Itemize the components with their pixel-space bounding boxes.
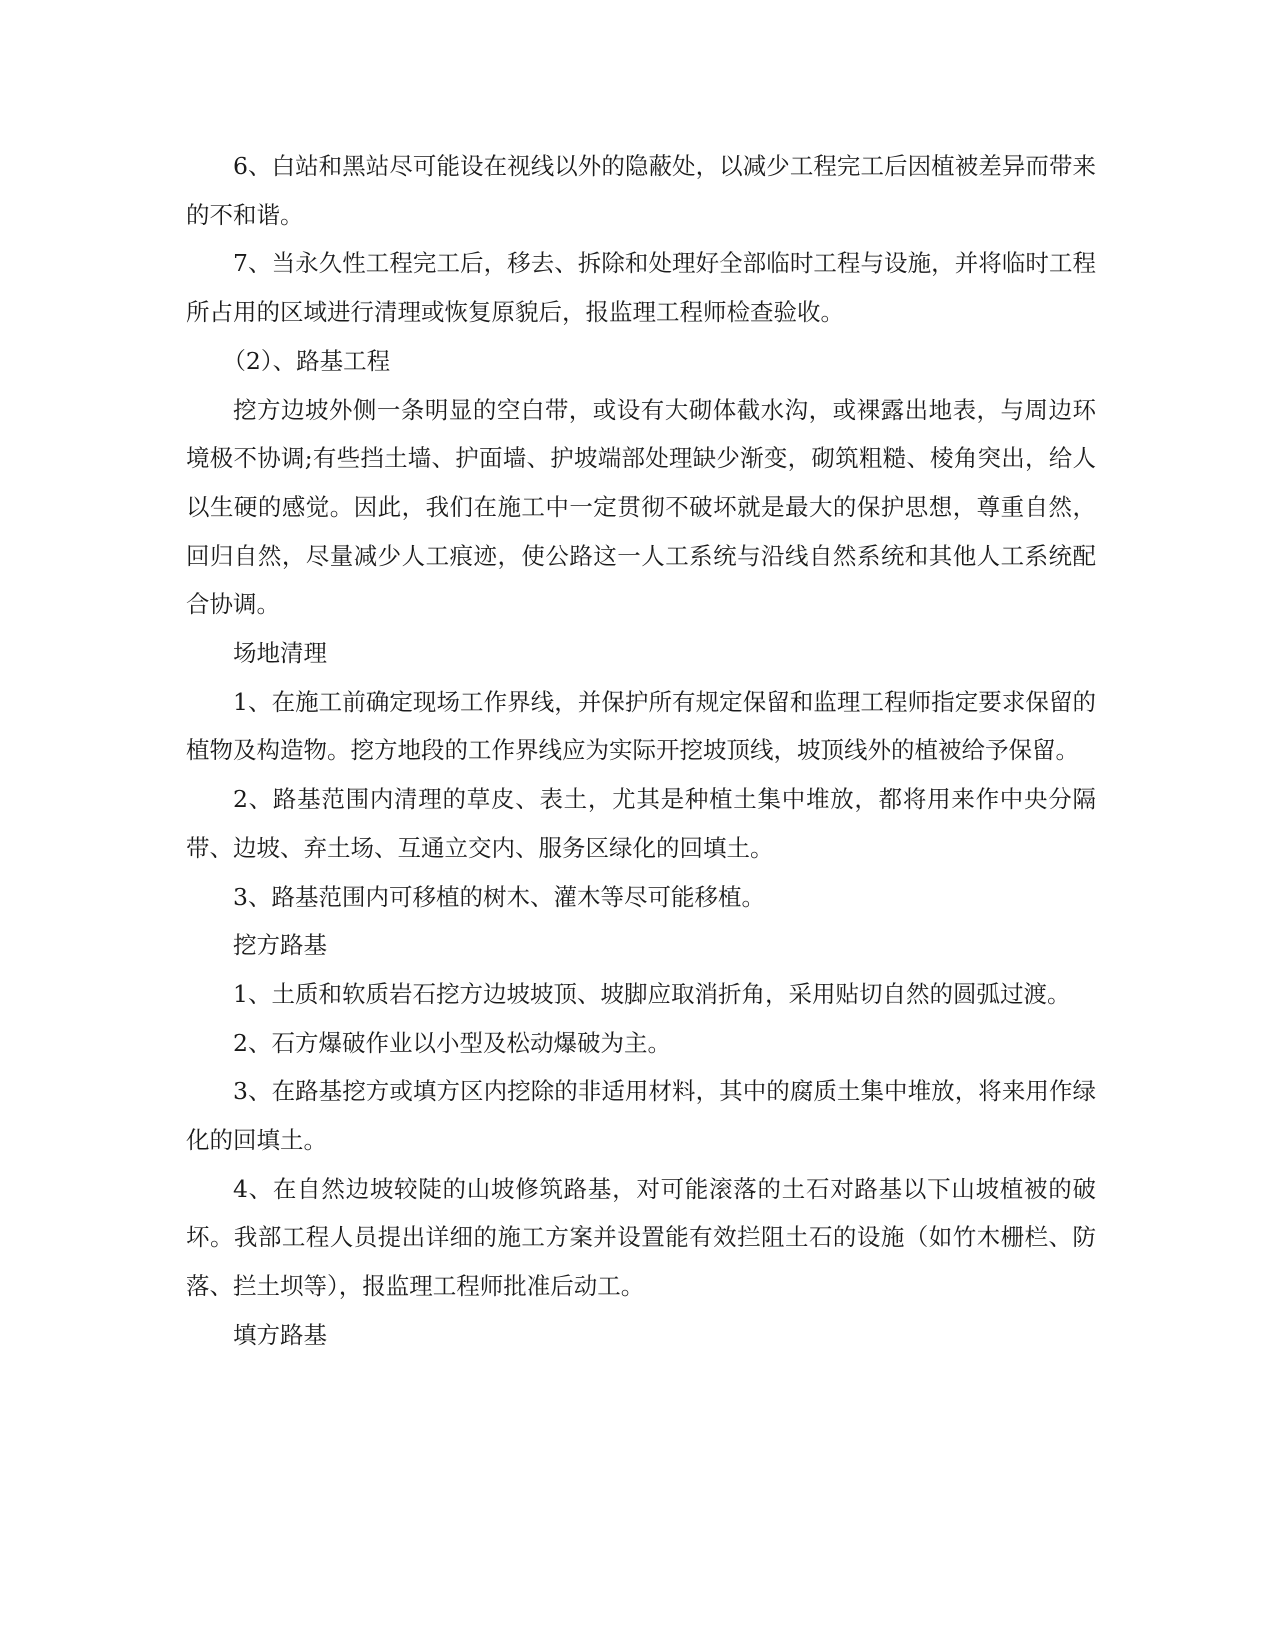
clearing-item-3: 3、路基范围内可移植的树木、灌木等尽可能移植。 <box>233 882 765 911</box>
cut-item-1: 1、土质和软质岩石挖方边坡坡顶、坡脚应取消折角，采用贴切自然的圆弧过渡。 <box>233 979 1071 1008</box>
paragraph-cut-slope-intro: 挖方边坡外侧一条明显的空白带，或设有大砌体截水沟，或裸露出地表，与周边环境极不协调;有些挡土墙、护面墙、护坡端部处理缺少渐变，砌筑粗糙、棱角突出，给人以生硬的感觉。因此，我们在施工中一定贯彻不破坏就是最大的保护思想，尊重自然，回归自然，尽量减少人工痕迹，使公路这一人工系统与沿线自然系统和其他人工系统配合协调。 <box>186 395 1096 619</box>
subheading-fill-subgrade: 填方路基 <box>233 1320 327 1349</box>
cut-item-2: 2、石方爆破作业以小型及松动爆破为主。 <box>233 1028 671 1057</box>
subheading-site-clearing: 场地清理 <box>233 639 327 668</box>
cut-item-3: 3、在路基挖方或填方区内挖除的非适用材料，其中的腐质土集中堆放，将来用作绿化的回填土。 <box>186 1077 1096 1155</box>
clearing-item-1: 1、在施工前确定现场工作界线，并保护所有规定保留和监理工程师指定要求保留的植物及构造物。挖方地段的工作界线应为实际开挖坡顶线，坡顶线外的植被给予保留。 <box>186 687 1096 765</box>
document-body <box>186 142 1096 1360</box>
section-heading-subgrade: （2）、路基工程 <box>222 346 391 375</box>
cut-item-4: 4、在自然边坡较陡的山坡修筑路基，对可能滚落的土石对路基以下山坡植被的破坏。我部工程人员提出详细的施工方案并设置能有效拦阻土石的设施（如竹木栅栏、防落、拦土坝等），报监理工程师批准后动工。 <box>186 1174 1096 1301</box>
clearing-item-2: 2、路基范围内清理的草皮、表土，尤其是种植土集中堆放，都将用来作中央分隔带、边坡、弃土场、互通立交内、服务区绿化的回填土。 <box>186 785 1096 862</box>
paragraph-item-7: 7、当永久性工程完工后，移去、拆除和处理好全部临时工程与设施，并将临时工程所占用的区域进行清理或恢复原貌后，报监理工程师检查验收。 <box>186 249 1096 327</box>
subheading-cut-subgrade: 挖方路基 <box>233 931 327 960</box>
paragraph-item-6: 6、白站和黑站尽可能设在视线以外的隐蔽处，以减少工程完工后因植被差异而带来的不和谐。 <box>186 152 1096 229</box>
